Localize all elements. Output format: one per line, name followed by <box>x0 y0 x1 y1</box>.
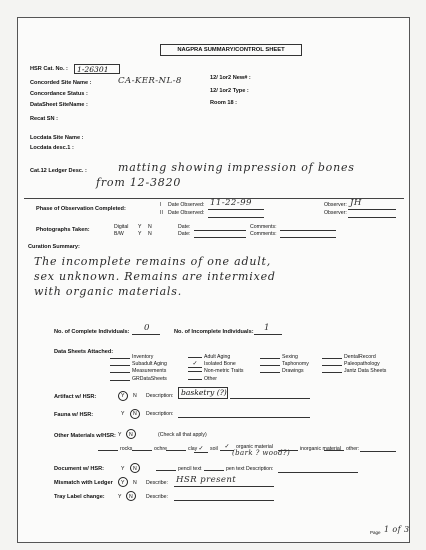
material-clay[interactable]: clay <box>166 446 197 452</box>
document-n[interactable]: N <box>133 466 137 472</box>
photographs-label: Photographs Taken: <box>36 227 90 233</box>
other-materials-n[interactable]: N <box>129 432 133 438</box>
datasheets-col-1 <box>110 354 167 383</box>
photo-bw-n[interactable]: N <box>148 231 152 237</box>
sheet-title: NAGPRA SUMMARY/CONTROL SHEET <box>160 44 302 56</box>
datasheet-subadult-aging[interactable]: Subadult Aging <box>110 361 167 368</box>
photo-comments-label-2: Comments: <box>250 231 277 237</box>
page-number: 1 of 3 <box>384 525 410 534</box>
datasheet-adult-aging[interactable]: Adult Aging <box>188 354 244 361</box>
fauna-label: Fauna w/ HSR: <box>54 412 94 418</box>
pen-text-option[interactable]: pen text <box>204 466 244 472</box>
site-name-label: Concorded Site Name : <box>30 80 92 86</box>
locdata-desc-label: Locdata desc.1 : <box>30 145 74 151</box>
photo-comments-label-1: Comments: <box>250 224 277 230</box>
datasheets-col-2 <box>188 354 244 383</box>
date-observed-label-1: Date Observed: <box>168 202 205 208</box>
material-other[interactable]: other: <box>324 446 359 452</box>
datasheet-nonmetric-traits[interactable]: Non-metric Traits <box>188 368 244 375</box>
artifact-desc-label: Description: <box>146 393 174 399</box>
mismatch-describe-value: HSR present <box>176 475 237 485</box>
photo-digital-y[interactable]: Y <box>138 224 142 230</box>
room-label: Room 18 : <box>210 100 238 106</box>
tray-y[interactable]: Y <box>118 494 122 500</box>
material-organic[interactable]: ✓ organic material <box>220 444 273 451</box>
datasheet-drawings[interactable]: Drawings <box>260 368 309 375</box>
document-label: Document w/ HSR: <box>54 466 105 472</box>
ledger-desc-line1: matting showing impression of bones <box>118 161 355 174</box>
site-name-value: CA-KER-NL-8 <box>118 76 182 86</box>
artifact-y[interactable]: Y <box>121 393 125 399</box>
photo-digital-label: Digital <box>114 224 129 230</box>
datasheet-measurements[interactable]: Measurements <box>110 368 167 375</box>
datasheet-other[interactable]: Other <box>188 376 244 383</box>
artifact-n[interactable]: N <box>133 393 137 399</box>
form-sheet <box>17 17 410 543</box>
concordance-status-label: Concordance Status : <box>30 91 88 97</box>
curation-summary-label: Curation Summary: <box>28 244 80 250</box>
datasheet-paleopathology[interactable]: Paleopathology <box>322 361 386 368</box>
datasheets-label: Data Sheets Attached: <box>54 349 114 355</box>
datasheets-col-4 <box>322 354 386 376</box>
fauna-y[interactable]: Y <box>121 411 125 417</box>
hsr-cat-field[interactable]: 1-26301 <box>74 64 120 74</box>
ledger-desc-line2: from 12-3820 <box>96 176 182 189</box>
mismatch-n[interactable]: N <box>133 480 137 486</box>
hsr-cat-label: HSR Cat. No. : <box>30 66 68 72</box>
tray-describe-label: Describe: <box>146 494 168 500</box>
locdata-site-label: Locdata Site Name : <box>30 135 84 141</box>
material-inorganic[interactable]: inorganic material <box>278 446 341 452</box>
soil-check-mark: ✓ <box>194 447 208 453</box>
organic-note: (bark ? wood?) <box>232 449 291 457</box>
complete-individuals-value: 0 <box>144 323 150 333</box>
incomplete-individuals-label: No. of Incomplete Individuals: <box>174 329 254 335</box>
mismatch-label: Mismatch with Ledger <box>54 480 113 486</box>
page-prefix: Page <box>370 530 381 535</box>
ledger-desc-label: Cat.12 Ledger Desc. : <box>30 168 87 174</box>
photo-date-label-1: Date: <box>178 224 191 230</box>
fauna-desc-label: Description: <box>146 411 174 417</box>
other-materials-y[interactable]: Y <box>118 432 122 438</box>
new-number-label: 12/ 1or2 New# : <box>210 75 251 81</box>
curation-line-3: with organic materials. <box>34 285 182 298</box>
artifact-desc-value[interactable]: basketry (?) <box>178 387 228 399</box>
material-ochre[interactable]: ochre <box>132 446 167 452</box>
mismatch-y[interactable]: Y <box>121 480 125 486</box>
tray-label-change-label: Tray Label change: <box>54 494 105 500</box>
document-y[interactable]: Y <box>121 466 125 472</box>
photo-bw-y[interactable]: Y <box>138 231 142 237</box>
check-all-note: (Check all that apply) <box>158 432 207 438</box>
isolated-bone-check-mark: ✓ <box>188 362 202 368</box>
mismatch-describe-label: Describe: <box>146 480 168 486</box>
observer-label-1: Observer: <box>324 202 347 208</box>
complete-individuals-label: No. of Complete Individuals: <box>54 329 130 335</box>
datasheets-col-3 <box>260 354 309 376</box>
document-desc-label: Description: <box>246 466 274 472</box>
curation-line-1: The incomplete remains of one adult, <box>34 255 272 268</box>
observer-value: JH <box>350 198 362 208</box>
datasheet-jantz[interactable]: Jantz Data Sheets <box>322 368 386 375</box>
datasheet-sexing[interactable]: Sexing <box>260 354 309 361</box>
type-label: 12/ 1or2 Type : <box>210 88 249 94</box>
datasheet-taphonomy[interactable]: Taphonomy <box>260 361 309 368</box>
date-observed-label-2: Date Observed: <box>168 210 205 216</box>
material-rocks[interactable]: rocks <box>98 446 132 452</box>
pencil-text-option[interactable]: pencil text <box>156 466 201 472</box>
phase-label: Phase of Observation Completed: <box>36 206 126 212</box>
datasheet-grdatasheets[interactable]: GRDataSheets <box>110 376 167 383</box>
photo-date-label-2: Date: <box>178 231 191 237</box>
datasheet-isolated-bone[interactable]: ✓ Isolated Bone <box>188 361 244 368</box>
artifact-label: Artifact w/ HSR: <box>54 394 97 400</box>
other-materials-label: Other Materials w/HSR: <box>54 433 116 439</box>
observer-label-2: Observer: <box>324 210 347 216</box>
photo-bw-label: B/W <box>114 231 124 237</box>
tray-n[interactable]: N <box>129 494 133 500</box>
recat-label: Recat SN : <box>30 116 58 122</box>
curation-line-2: sex unknown. Remains are intermixed <box>34 270 276 283</box>
phase-2: II <box>160 210 163 216</box>
organic-check-mark: ✓ <box>220 445 234 451</box>
datasheet-inventory[interactable]: Inventory <box>110 354 167 361</box>
phase-1: I <box>160 202 162 208</box>
datasheet-site-label: DataSheet SiteName : <box>30 102 88 108</box>
material-soil[interactable]: ✓ soil <box>194 446 218 453</box>
photo-digital-n[interactable]: N <box>148 224 152 230</box>
incomplete-individuals-value: 1 <box>264 323 270 333</box>
date-observed-value: 11-22-99 <box>210 198 252 208</box>
fauna-n[interactable]: N <box>133 411 137 417</box>
datasheet-dental-record[interactable]: DentalRecord <box>322 354 386 361</box>
